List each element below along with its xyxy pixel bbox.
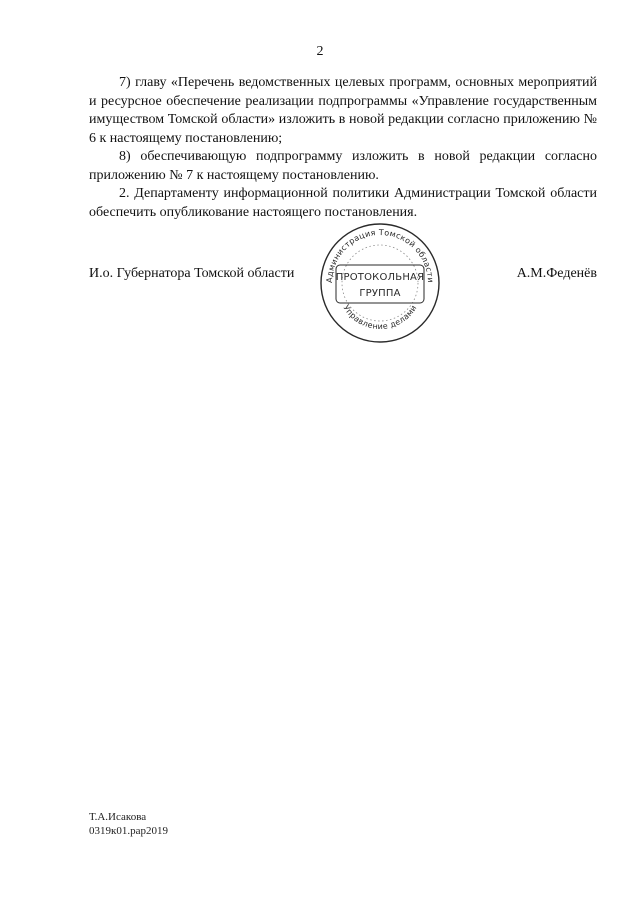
signer-title: И.о. Губернатора Томской области — [89, 266, 295, 281]
svg-text:Управление делами — [341, 303, 418, 331]
footer-file-ref: 0319к01.рар2019 — [89, 825, 168, 837]
footer-author: Т.А.Исакова — [89, 811, 147, 823]
paragraph-item-2: 2. Департаменту информационной политики Администрации Томской области обеспечить опубликование настоящего постановления. — [89, 186, 597, 220]
page-number: 2 — [316, 44, 324, 59]
stamp-outer-bottom-text: Управление делами — [341, 303, 419, 332]
document-body — [89, 74, 597, 222]
document-footer — [89, 810, 168, 838]
stamp-center-line2: ГРУППА — [359, 288, 401, 299]
paragraph-item-7: 7) главу «Перечень ведомственных целевых программ, основных мероприятий и ресурсное обеспечение реализации подпрограммы «Управление государственным имуществом Томской области» изложить в новой редакции согласно приложению № 6 к настоящему постановлению; — [89, 75, 597, 146]
paragraph-item-8: 8) обеспечивающую подпрограмму изложить в новой редакции согласно приложению № 7 к настоящему постановлению. — [89, 149, 597, 183]
stamp-outer-top-text: Администрация Томской области — [324, 227, 436, 284]
official-stamp — [318, 221, 442, 345]
signer-name: А.М.Феденёв — [516, 266, 597, 281]
stamp-center-line1: ПРОТОКОЛЬНАЯ — [335, 272, 425, 283]
